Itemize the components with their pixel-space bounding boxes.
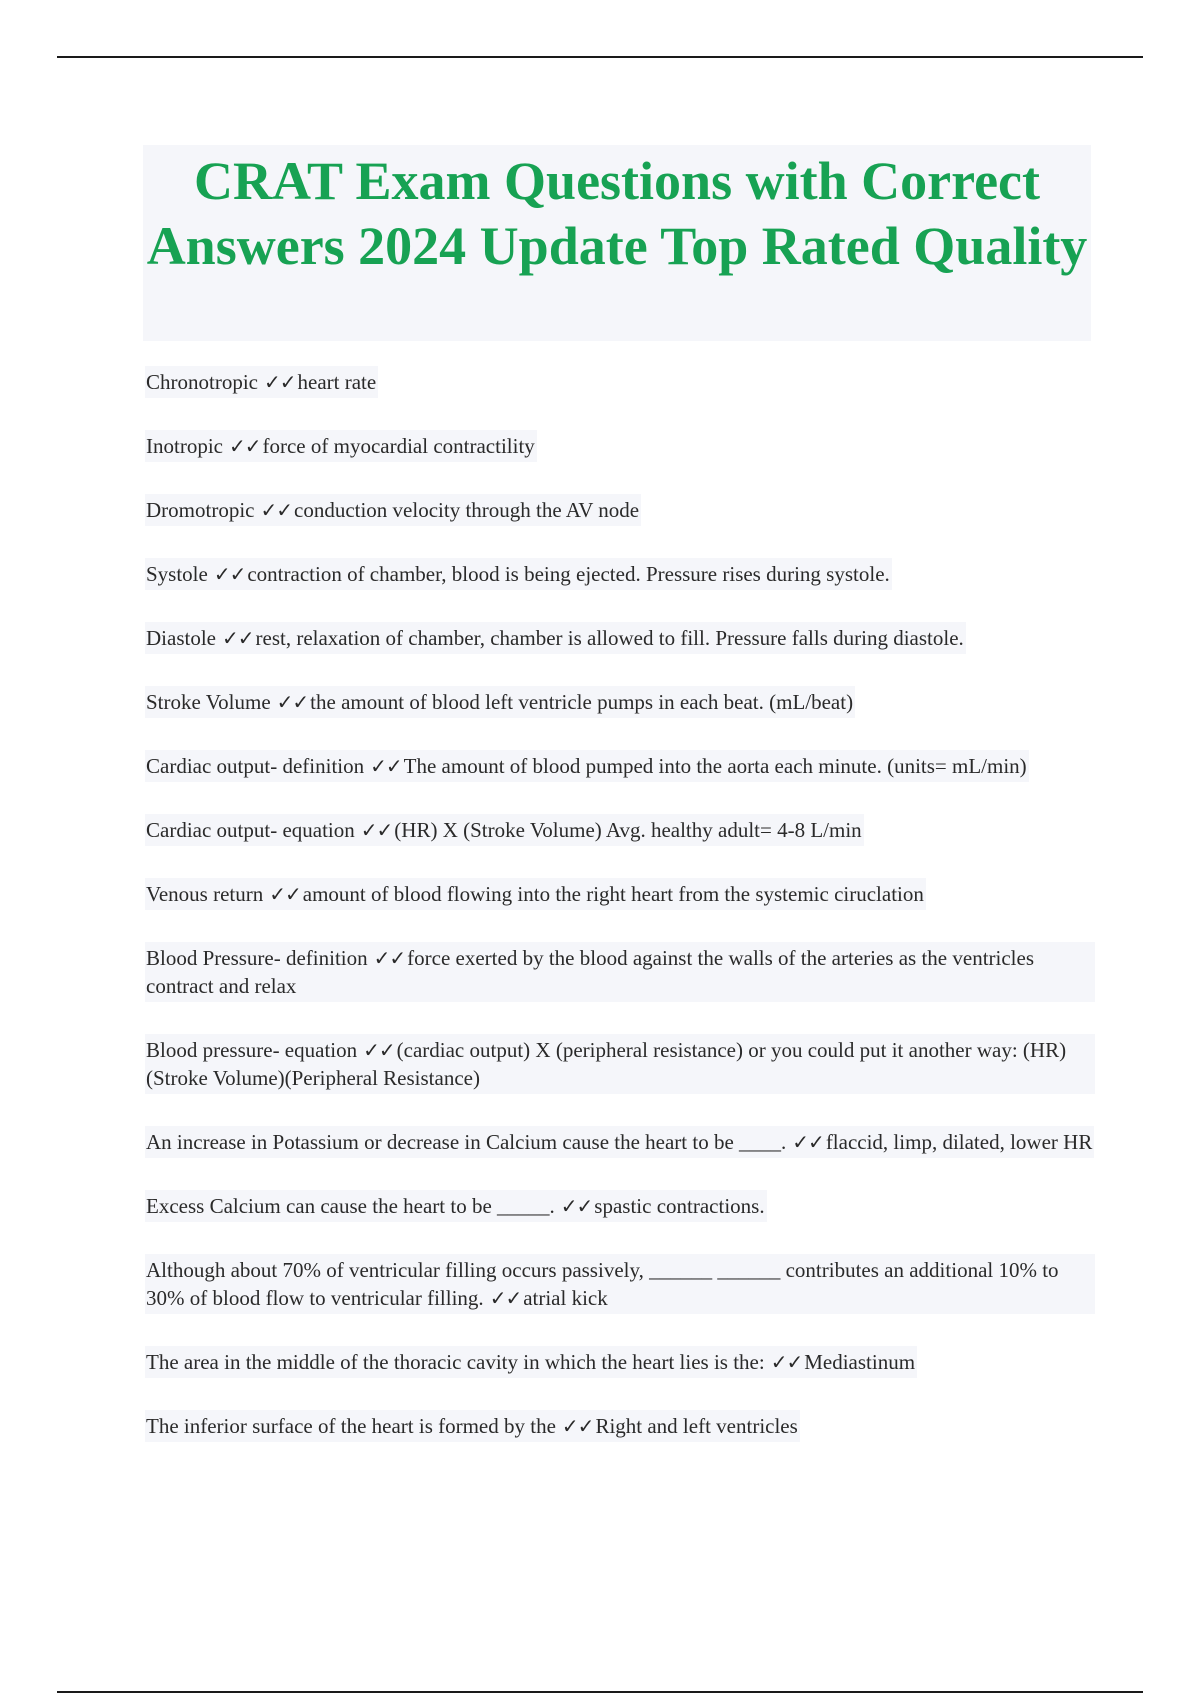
qa-item bbox=[145, 942, 1095, 1002]
qa-item bbox=[145, 494, 641, 526]
qa-answer: amount of blood flowing into the right heart from the systemic ciruclation bbox=[302, 882, 924, 906]
qa-term: Blood Pressure- definition bbox=[146, 946, 368, 970]
qa-answer: (cardiac output) X (peripheral resistance) or you could put it another way: (HR)(Stroke Volume)(Peripheral Resistance) bbox=[146, 1038, 1067, 1090]
qa-term: An increase in Potassium or decrease in Calcium cause the heart to be ____. bbox=[146, 1130, 787, 1154]
qa-answer: contraction of chamber, blood is being ejected. Pressure rises during systole. bbox=[247, 562, 890, 586]
double-check-icon: ✓✓ bbox=[221, 626, 254, 650]
qa-item bbox=[145, 1126, 1094, 1158]
qa-item bbox=[145, 1254, 1095, 1314]
qa-answer: flaccid, limp, dilated, lower HR bbox=[825, 1130, 1093, 1154]
qa-term: Blood pressure- equation bbox=[146, 1038, 358, 1062]
double-check-icon: ✓✓ bbox=[260, 498, 292, 522]
qa-item bbox=[145, 814, 864, 846]
double-check-icon: ✓✓ bbox=[263, 370, 296, 394]
qa-answer: force of myocardial contractility bbox=[262, 434, 535, 458]
qa-answer: Right and left ventricles bbox=[595, 1414, 798, 1438]
qa-answer: (HR) X (Stroke Volume) Avg. healthy adult= 4-8 L/min bbox=[394, 818, 862, 842]
qa-term: Stroke Volume bbox=[146, 690, 271, 714]
bottom-rule bbox=[57, 1691, 1143, 1693]
qa-answer: force exerted by the blood against the walls of the arteries as the ventricles contract and relax bbox=[146, 946, 1034, 998]
qa-term: Although about 70% of ventricular filling occurs passively, ______ ______ contributes an additional 10% to 30% of blood flow to ventricular filling. bbox=[146, 1258, 1059, 1310]
double-check-icon: ✓✓ bbox=[276, 690, 309, 714]
qa-term: Inotropic bbox=[146, 434, 223, 458]
qa-item bbox=[145, 622, 966, 654]
qa-item bbox=[145, 750, 1029, 782]
qa-answer: Mediastinum bbox=[804, 1350, 916, 1374]
qa-item bbox=[145, 366, 378, 398]
qa-answer: rest, relaxation of chamber, chamber is allowed to fill. Pressure falls during diastole. bbox=[255, 626, 964, 650]
double-check-icon: ✓✓ bbox=[560, 1194, 593, 1218]
qa-term: Cardiac output- equation bbox=[146, 818, 355, 842]
qa-item bbox=[145, 558, 892, 590]
qa-answer: atrial kick bbox=[523, 1286, 608, 1310]
double-check-icon: ✓✓ bbox=[792, 1130, 824, 1154]
qa-term: Systole bbox=[146, 562, 208, 586]
double-check-icon: ✓✓ bbox=[360, 818, 393, 842]
document-title: CRAT Exam Questions with Correct Answers 2024 Update Top Rated Quality bbox=[146, 151, 1088, 276]
qa-answer: The amount of blood pumped into the aorta each minute. (units= mL/min) bbox=[403, 754, 1027, 778]
qa-answer: conduction velocity through the AV node bbox=[294, 498, 640, 522]
double-check-icon: ✓✓ bbox=[770, 1350, 803, 1374]
qa-item bbox=[145, 686, 855, 718]
qa-term: Excess Calcium can cause the heart to be _____. bbox=[146, 1194, 555, 1218]
qa-term: The area in the middle of the thoracic cavity in which the heart lies is the: bbox=[146, 1350, 765, 1374]
qa-item bbox=[145, 1410, 800, 1442]
title-block bbox=[143, 145, 1091, 341]
double-check-icon: ✓✓ bbox=[489, 1286, 522, 1310]
qa-item bbox=[145, 1346, 917, 1378]
qa-item bbox=[145, 1034, 1095, 1094]
double-check-icon: ✓✓ bbox=[370, 754, 402, 778]
qa-answer: spastic contractions. bbox=[594, 1194, 765, 1218]
double-check-icon: ✓✓ bbox=[269, 882, 301, 906]
double-check-icon: ✓✓ bbox=[561, 1414, 594, 1438]
qa-term: Cardiac output- definition bbox=[146, 754, 365, 778]
qa-term: Dromotropic bbox=[146, 498, 255, 522]
qa-item bbox=[145, 430, 537, 462]
qa-term: Chronotropic bbox=[146, 370, 258, 394]
top-rule bbox=[57, 56, 1143, 58]
qa-term: The inferior surface of the heart is formed by the bbox=[146, 1414, 556, 1438]
qa-answer: heart rate bbox=[297, 370, 377, 394]
qa-item bbox=[145, 878, 926, 910]
qa-term: Venous return bbox=[146, 882, 264, 906]
qa-answer: the amount of blood left ventricle pumps in each beat. (mL/beat) bbox=[310, 690, 854, 714]
qa-list bbox=[145, 366, 1095, 1474]
double-check-icon: ✓✓ bbox=[228, 434, 261, 458]
double-check-icon: ✓✓ bbox=[373, 946, 406, 970]
qa-term: Diastole bbox=[146, 626, 216, 650]
double-check-icon: ✓✓ bbox=[213, 562, 246, 586]
double-check-icon: ✓✓ bbox=[363, 1038, 395, 1062]
qa-item bbox=[145, 1190, 767, 1222]
